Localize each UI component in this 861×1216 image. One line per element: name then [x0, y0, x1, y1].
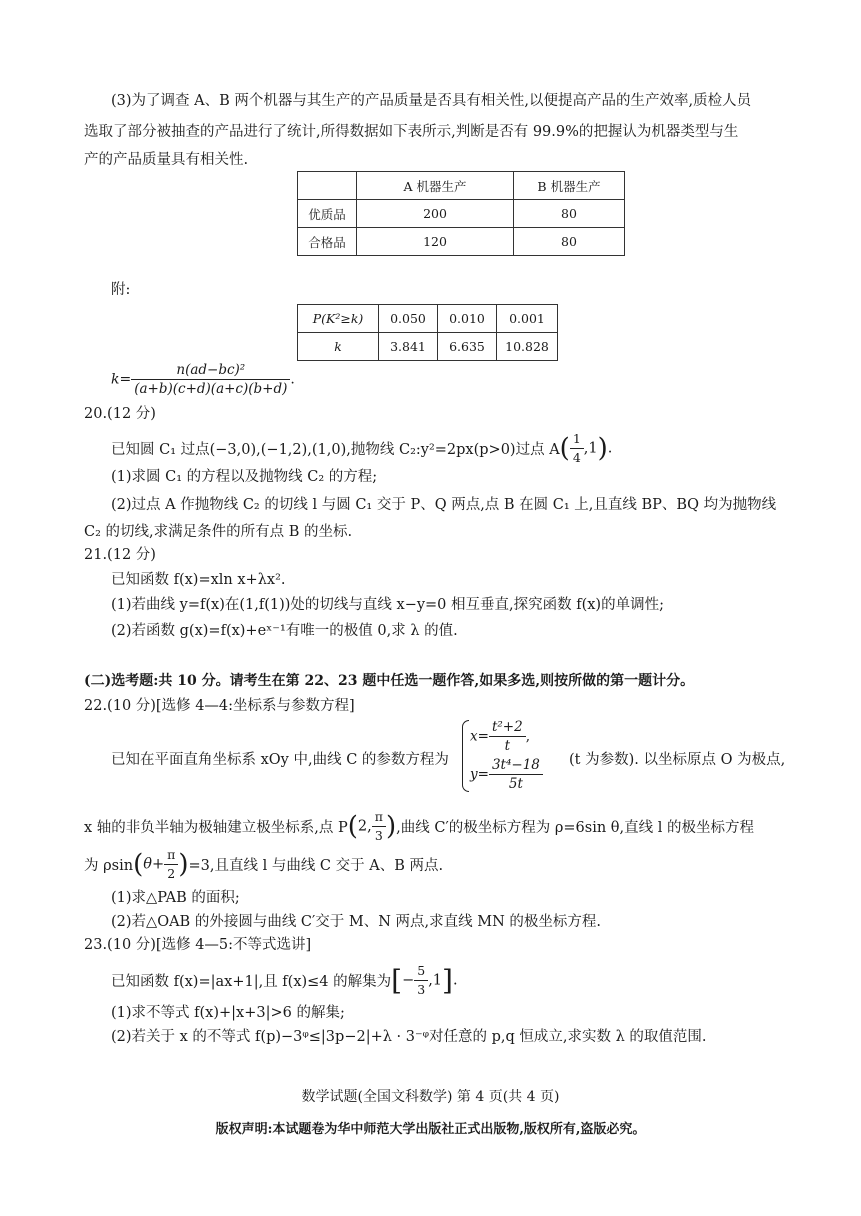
table-row [298, 228, 625, 256]
copyright-notice: 版权声明:本试题卷为华中师范大学出版社正式出版物,版权所有,盗版必究。 [215, 1122, 646, 1137]
table-row [298, 172, 625, 200]
section-2-header: (二)选考题:共 10 分。请考生在第 22、23 题中任选一题作答,如果多选,则按所做的第一题计分。 [84, 673, 695, 689]
table-cell: 80 [514, 228, 625, 256]
table-cell: 80 [514, 200, 625, 228]
param-eq-y: y= $\frac{\text{3t⁴−18}}{5t}$ [470, 756, 543, 793]
table-row [298, 333, 558, 361]
critical-value-table [297, 304, 558, 361]
table-cell: 合格品 [298, 228, 357, 256]
table-cell: k [298, 333, 379, 361]
q22-stem-lead: 已知在平面直角坐标系 xOy 中,曲线 C 的参数方程为 [111, 752, 449, 768]
q22-header: 22.(10 分)[选修 4—4:坐标系与参数方程] [84, 698, 355, 714]
table-cell: 0.001 [497, 305, 558, 333]
q21-header: 21.(12 分) [84, 547, 156, 563]
table-row [298, 305, 558, 333]
q21-stem: 已知函数 f(x)=xln x+λx². [111, 572, 286, 588]
table-cell: 0.010 [438, 305, 497, 333]
q23-header: 23.(10 分)[选修 4—5:不等式选讲] [84, 937, 312, 953]
table-cell: 0.050 [379, 305, 438, 333]
q19-part3-line2: 选取了部分被抽查的产品进行了统计,所得数据如下表所示,判断是否有 99.9%的把握认为机器类型与生 [84, 124, 739, 140]
q21-part1: (1)若曲线 y=f(x)在(1,f(1))处的切线与直线 x−y=0 相互垂直,探究函数 f(x)的单调性; [111, 597, 664, 613]
q20-stem: 已知圆 C₁ 过点(−3,0),(−1,2),(1,0),抛物线 C₂:y²=2px(p>0)过点 A( $\frac{1}{4}$ ,1). [111, 431, 613, 465]
q23-part2: (2)若关于 x 的不等式 f(p)−3ᵠ≤|3p−2|+λ · 3⁻ᵠ对任意的 p,q 恒成立,求实数 λ 的取值范围. [111, 1029, 707, 1045]
system-brace [462, 720, 469, 792]
table-cell: 6.635 [438, 333, 497, 361]
table-cell: 3.841 [379, 333, 438, 361]
q23-part1: (1)求不等式 f(x)+|x+3|>6 的解集; [111, 1005, 345, 1021]
q19-part3-line3: 产的产品质量具有相关性. [84, 152, 249, 168]
q20-part1: (1)求圆 C₁ 的方程以及抛物线 C₂ 的方程; [111, 469, 378, 485]
table-cell: B 机器生产 [514, 172, 625, 200]
q22-line3: 为 ρsin(θ+ $\frac{\pi}{2}$ )=3,且直线 l 与曲线 C 交于 A、B 两点. [84, 847, 444, 881]
q21-part2: (2)若函数 g(x)=f(x)+eˣ⁻¹有唯一的极值 0,求 λ 的值. [111, 623, 458, 639]
appendix-label: 附: [111, 282, 131, 298]
table-cell: P(K²≥k) [298, 305, 379, 333]
q22-part1: (1)求△PAB 的面积; [111, 890, 240, 906]
table-cell: 优质品 [298, 200, 357, 228]
contingency-table [297, 171, 625, 256]
table-row [298, 200, 625, 228]
q22-line2: x 轴的非负半轴为极轴建立极坐标系,点 P(2, $\frac{\pi}{3}$ ),曲线 C′的极坐标方程为 ρ=6sin θ,直线 l 的极坐标方程 [84, 809, 754, 843]
q22-stem-trail: (t 为参数). 以坐标原点 O 为极点, [569, 752, 786, 768]
param-eq-x: x= $\frac{\text{t²+2}}{t}$ , [470, 719, 530, 754]
table-cell [298, 172, 357, 200]
q20-part2-line1: (2)过点 A 作抛物线 C₂ 的切线 l 与圆 C₁ 交于 P、Q 两点,点 B 在圆 C₁ 上,且直线 BP、BQ 均为抛物线 [111, 497, 777, 513]
k-formula: k= $\frac{\text{n(ad−bc)²}}{(a+b)(c+d)(a+c)(b+d)}$ . [111, 362, 295, 397]
q20-part2-line2: C₂ 的切线,求满足条件的所有点 B 的坐标. [84, 524, 353, 540]
page-footer: 数学试题(全国文科数学) 第 4 页(共 4 页) [301, 1089, 560, 1105]
q19-part3-line1: (3)为了调查 A、B 两个机器与其生产的产品质量是否具有相关性,以便提高产品的生产效率,质检人员 [111, 93, 752, 109]
table-cell: 200 [357, 200, 514, 228]
q20-header: 20.(12 分) [84, 406, 156, 422]
q23-stem: 已知函数 f(x)=|ax+1|,且 f(x)≤4 的解集为[− $\frac{5}{3}$ ,1]. [111, 963, 458, 997]
q22-part2: (2)若△OAB 的外接圆与曲线 C′交于 M、N 两点,求直线 MN 的极坐标方程. [111, 914, 602, 930]
table-cell: 10.828 [497, 333, 558, 361]
table-cell: A 机器生产 [357, 172, 514, 200]
table-cell: 120 [357, 228, 514, 256]
